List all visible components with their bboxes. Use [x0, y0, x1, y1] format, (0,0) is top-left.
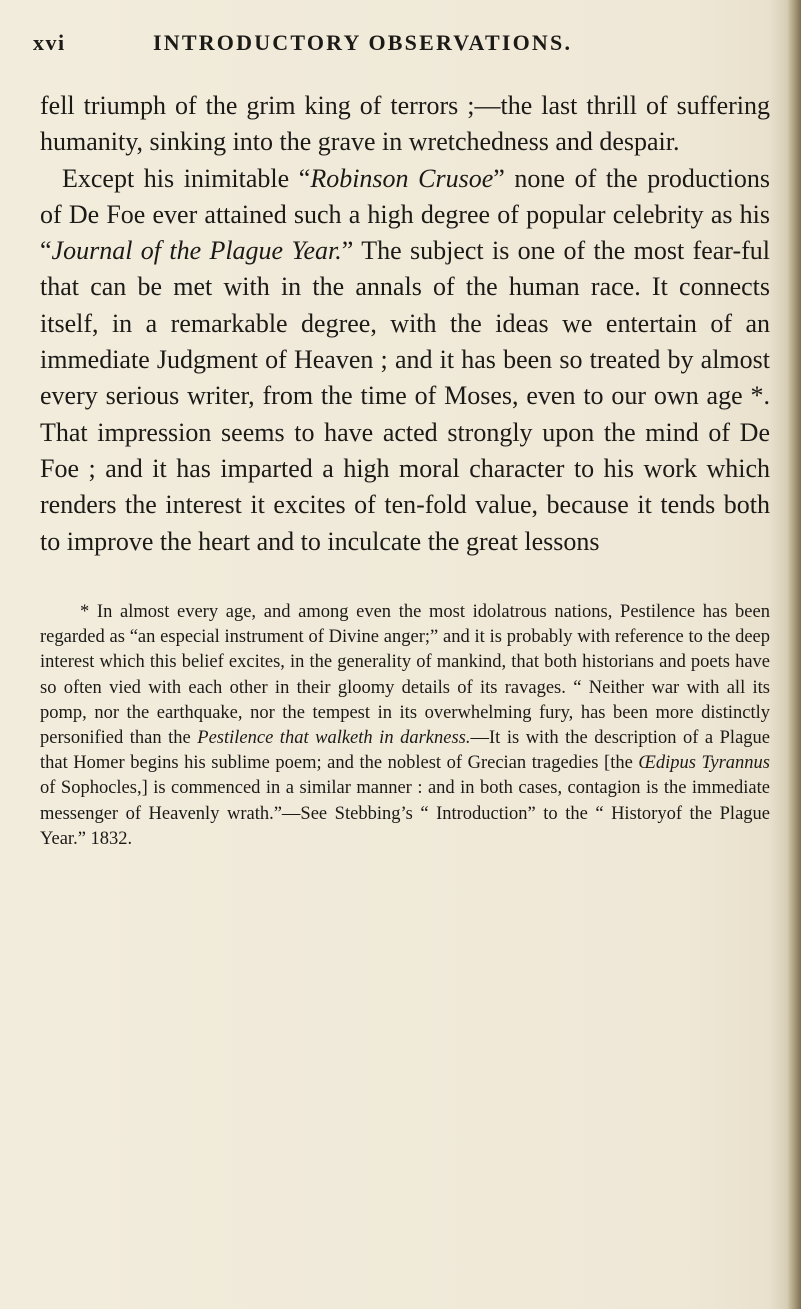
page-number: xvi [33, 30, 66, 55]
page-edge [787, 0, 801, 1309]
running-title: INTRODUCTORY OBSERVATIONS. [153, 30, 573, 55]
paragraph-1: fell triumph of the grim king of terrors ;—the last thrill of suffering humanity, sinking into the grave in wretchedness and despair. [40, 91, 770, 157]
running-header [33, 30, 733, 66]
paragraph-2: Except his inimitable “Robinson Crusoe” none of the productions of De Foe ever attained such a high degree of popular celebrity as his “Journal of the Plague Year.” The subject is one of the most fear-ful that can be met with in the annals of the human race. It connects itself, in a remarkable degree, with the ideas we entertain of an immediate Judgment of Heaven ; and it has been so treated by almost every serious writer, from the time of Moses, even to our own age *. That impression seems to have acted strongly upon the mind of De Foe ; and it has imparted a high moral character to his work which renders the interest it excites of ten-fold value, because it tends both to improve the heart and to inculcate the great lessons [40, 163, 770, 556]
footnote-text: * In almost every age, and among even the most idolatrous nations, Pestilence has been regarded as “an especial instrument of Divine anger;” and it is probably with reference to the deep interest which this belief excites, in the generality of mankind, that both historians and poets have so often vied with each other in their gloomy details of its ravages. “ Neither war with all its pomp, nor the earthquake, nor the tempest in its overwhelming fury, has been more distinctly personified than the Pestilence that walketh in darkness.—It is with the description of a Plague that Homer begins his sublime poem; and the noblest of Grecian tragedies [the Œdipus Tyrannus of Sophocles,] is commenced in a similar manner : and in both cases, contagion is the immediate messenger of Heavenly wrath.”—See Stebbing’s “ Introduction” to the “ Historyof the Plague Year.” 1832. [40, 602, 770, 849]
footnote [40, 600, 770, 852]
title-journal-plague-year: Journal of the Plague Year. [51, 236, 342, 266]
title-robinson-crusoe: Robinson Crusoe [310, 163, 494, 193]
main-text [40, 88, 770, 560]
footnote-italic-pestilence: Pestilence that walketh in darkness. [197, 728, 471, 749]
footnote-italic-oedipus: Œdipus Tyrannus [638, 753, 770, 774]
